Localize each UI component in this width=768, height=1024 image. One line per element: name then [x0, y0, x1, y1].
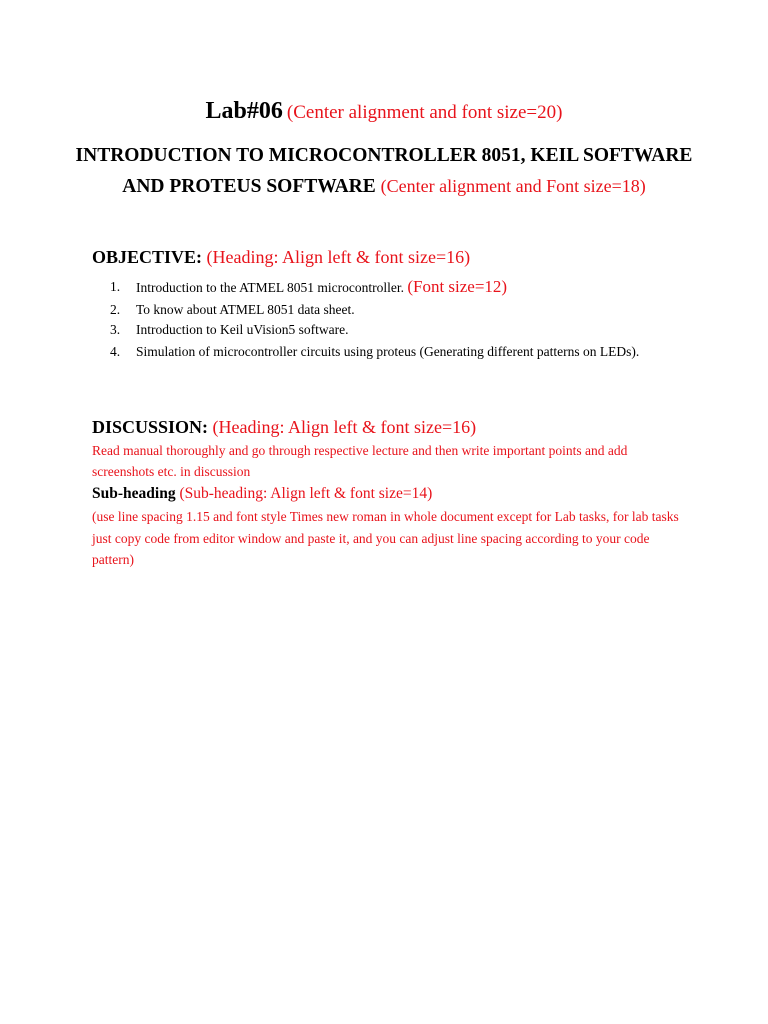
- list-item-number: 4.: [110, 344, 121, 359]
- list-item-text: Introduction to Keil uVision5 software.: [136, 322, 349, 337]
- objective-list: [110, 276, 680, 363]
- lab-title-format-note: (Center alignment and font size=20): [286, 102, 563, 123]
- objective-heading-text: OBJECTIVE:: [92, 247, 203, 267]
- lab-title: [0, 94, 768, 131]
- list-item-number: 3.: [110, 322, 121, 337]
- list-item-text: Simulation of microcontroller circuits using proteus (Generating different patterns on LEDs).: [136, 344, 640, 359]
- objective-format-note: (Heading: Align left & font size=16): [206, 247, 471, 267]
- discussion-heading-text: DISCUSSION:: [92, 417, 209, 437]
- list-item: [110, 341, 680, 363]
- sub-heading: [92, 483, 432, 505]
- discussion-format-note: (Heading: Align left & font size=16): [212, 417, 477, 437]
- list-item-text: To know about ATMEL 8051 data sheet.: [136, 302, 355, 317]
- sub-heading-text: Sub-heading: [92, 485, 176, 502]
- main-title-text: INTRODUCTION TO MICROCONTROLLER 8051, KEIL SOFTWARE AND PROTEUS SOFTWARE: [75, 145, 693, 197]
- sub-heading-format-note: (Sub-heading: Align left & font size=14): [179, 485, 433, 502]
- list-item-number: 2.: [110, 302, 121, 317]
- main-title: [70, 141, 698, 202]
- main-title-format-note: (Center alignment and Font size=18): [380, 176, 646, 196]
- list-item: [110, 276, 680, 299]
- discussion-heading: [92, 415, 476, 439]
- list-item-format-note: (Font size=12): [407, 277, 508, 296]
- list-item-text: Introduction to the ATMEL 8051 microcontroller.: [136, 280, 404, 295]
- list-item-number: 1.: [110, 279, 121, 294]
- discussion-instructions: Read manual thoroughly and go through respective lecture and then write important points and add screenshots etc. in discussion: [92, 443, 628, 479]
- sub-heading-instructions: (use line spacing 1.15 and font style Times new roman in whole document except for Lab tasks, for lab tasks just copy code from editor window and paste it, and you can adjust line spacing according to your code pattern): [92, 509, 679, 567]
- list-item: [110, 299, 680, 319]
- objective-heading: [92, 245, 470, 269]
- list-item: [110, 319, 680, 341]
- lab-number: Lab#06: [205, 98, 283, 124]
